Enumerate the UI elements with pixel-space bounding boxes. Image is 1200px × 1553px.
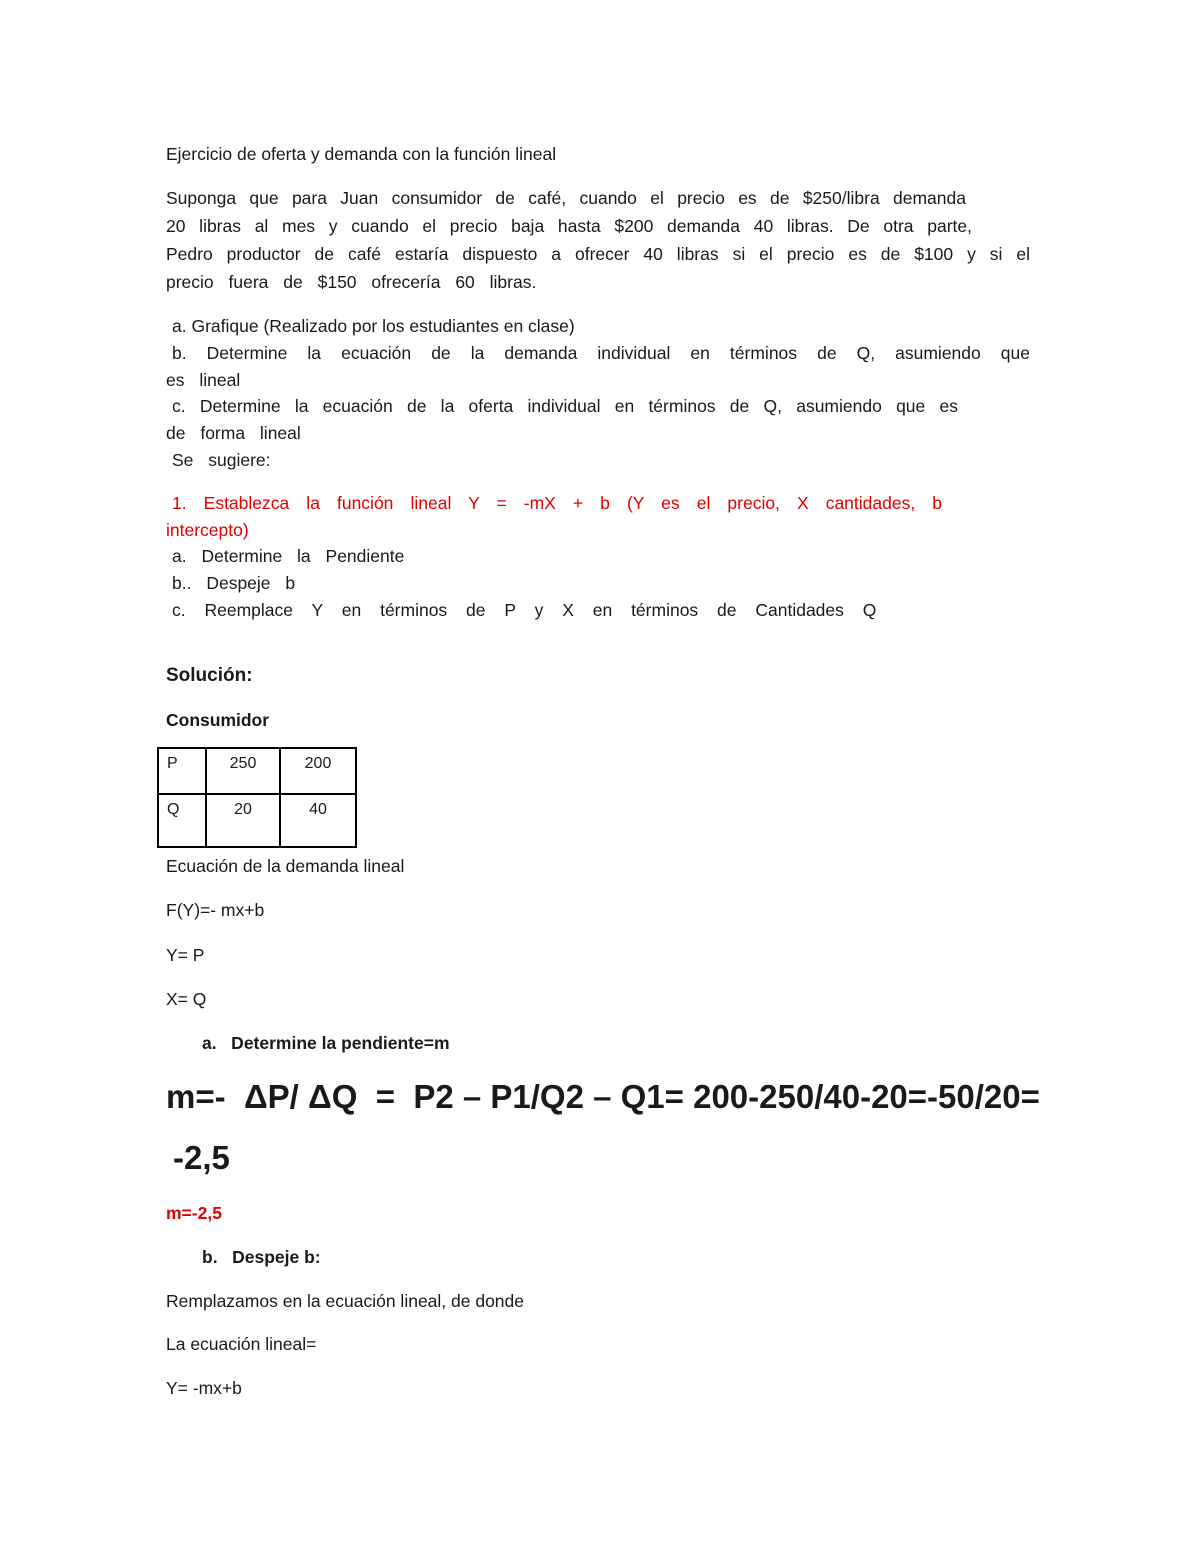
problem-line-4: precio fuera de $150 ofrecería 60 libras. [166,272,537,292]
task-c-line-1: c. Determine la ecuación de la oferta individual en términos de Q, asumiendo que es [172,396,958,416]
table-row [158,748,356,794]
step-1-line-1: 1. Establezca la función lineal Y = -mX + b (Y es el precio, X cantidades, b [172,493,942,513]
slope-result-large: -2,5 [173,1139,230,1176]
task-c-line-2: de forma lineal [166,423,301,443]
step-b: b.. Despeje b [172,573,296,593]
price-quantity-table [157,747,357,848]
function-equation: F(Y)=- mx+b [166,900,265,920]
demand-equation-title: Ecuación de la demanda lineal [166,856,405,876]
suggestion-label: Se sugiere: [172,450,271,470]
table-cell: 40 [280,794,356,847]
x-equation: X= Q [166,989,207,1009]
document-title: Ejercicio de oferta y demanda con la función lineal [166,144,557,164]
problem-line-2: 20 libras al mes y cuando el precio baja hasta $200 demanda 40 libras. De otra parte, [166,216,972,236]
step-a: a. Determine la Pendiente [172,546,405,566]
table-cell: Q [158,794,206,847]
task-b-line-1: b. Determine la ecuación de la demanda individual en términos de Q, asumiendo que [172,343,1030,363]
step-c: c. Reemplace Y en términos de P y X en términos de Cantidades Q [172,600,877,620]
step-1-line-2: intercepto) [166,520,249,540]
table-row [158,794,356,847]
consumer-label: Consumidor [166,710,270,730]
replace-text: Remplazamos en la ecuación lineal, de donde [166,1291,525,1311]
table-cell: 20 [206,794,280,847]
y-equation: Y= P [166,945,205,965]
task-a: a. Grafique (Realizado por los estudiantes en clase) [172,316,575,336]
table-cell: 200 [280,748,356,794]
final-equation: Y= -mx+b [166,1378,242,1398]
task-b-line-2: es lineal [166,370,241,390]
slope-result: m=-2,5 [166,1203,222,1223]
problem-line-3: Pedro productor de café estaría dispuesto a ofrecer 40 libras si el precio es de $100 y si el [166,244,1030,264]
linear-equation-label: La ecuación lineal= [166,1334,317,1354]
slope-label: a. Determine la pendiente=m [202,1033,450,1053]
slope-formula: m=- ΔP/ ΔQ = P2 – P1/Q2 – Q1= 200-250/40-20=-50/20= [166,1078,1040,1115]
solution-heading: Solución: [166,665,253,686]
table-cell: 250 [206,748,280,794]
table-cell: P [158,748,206,794]
problem-line-1: Suponga que para Juan consumidor de café, cuando el precio es de $250/libra demanda [166,188,966,208]
intercept-label: b. Despeje b: [202,1247,321,1267]
